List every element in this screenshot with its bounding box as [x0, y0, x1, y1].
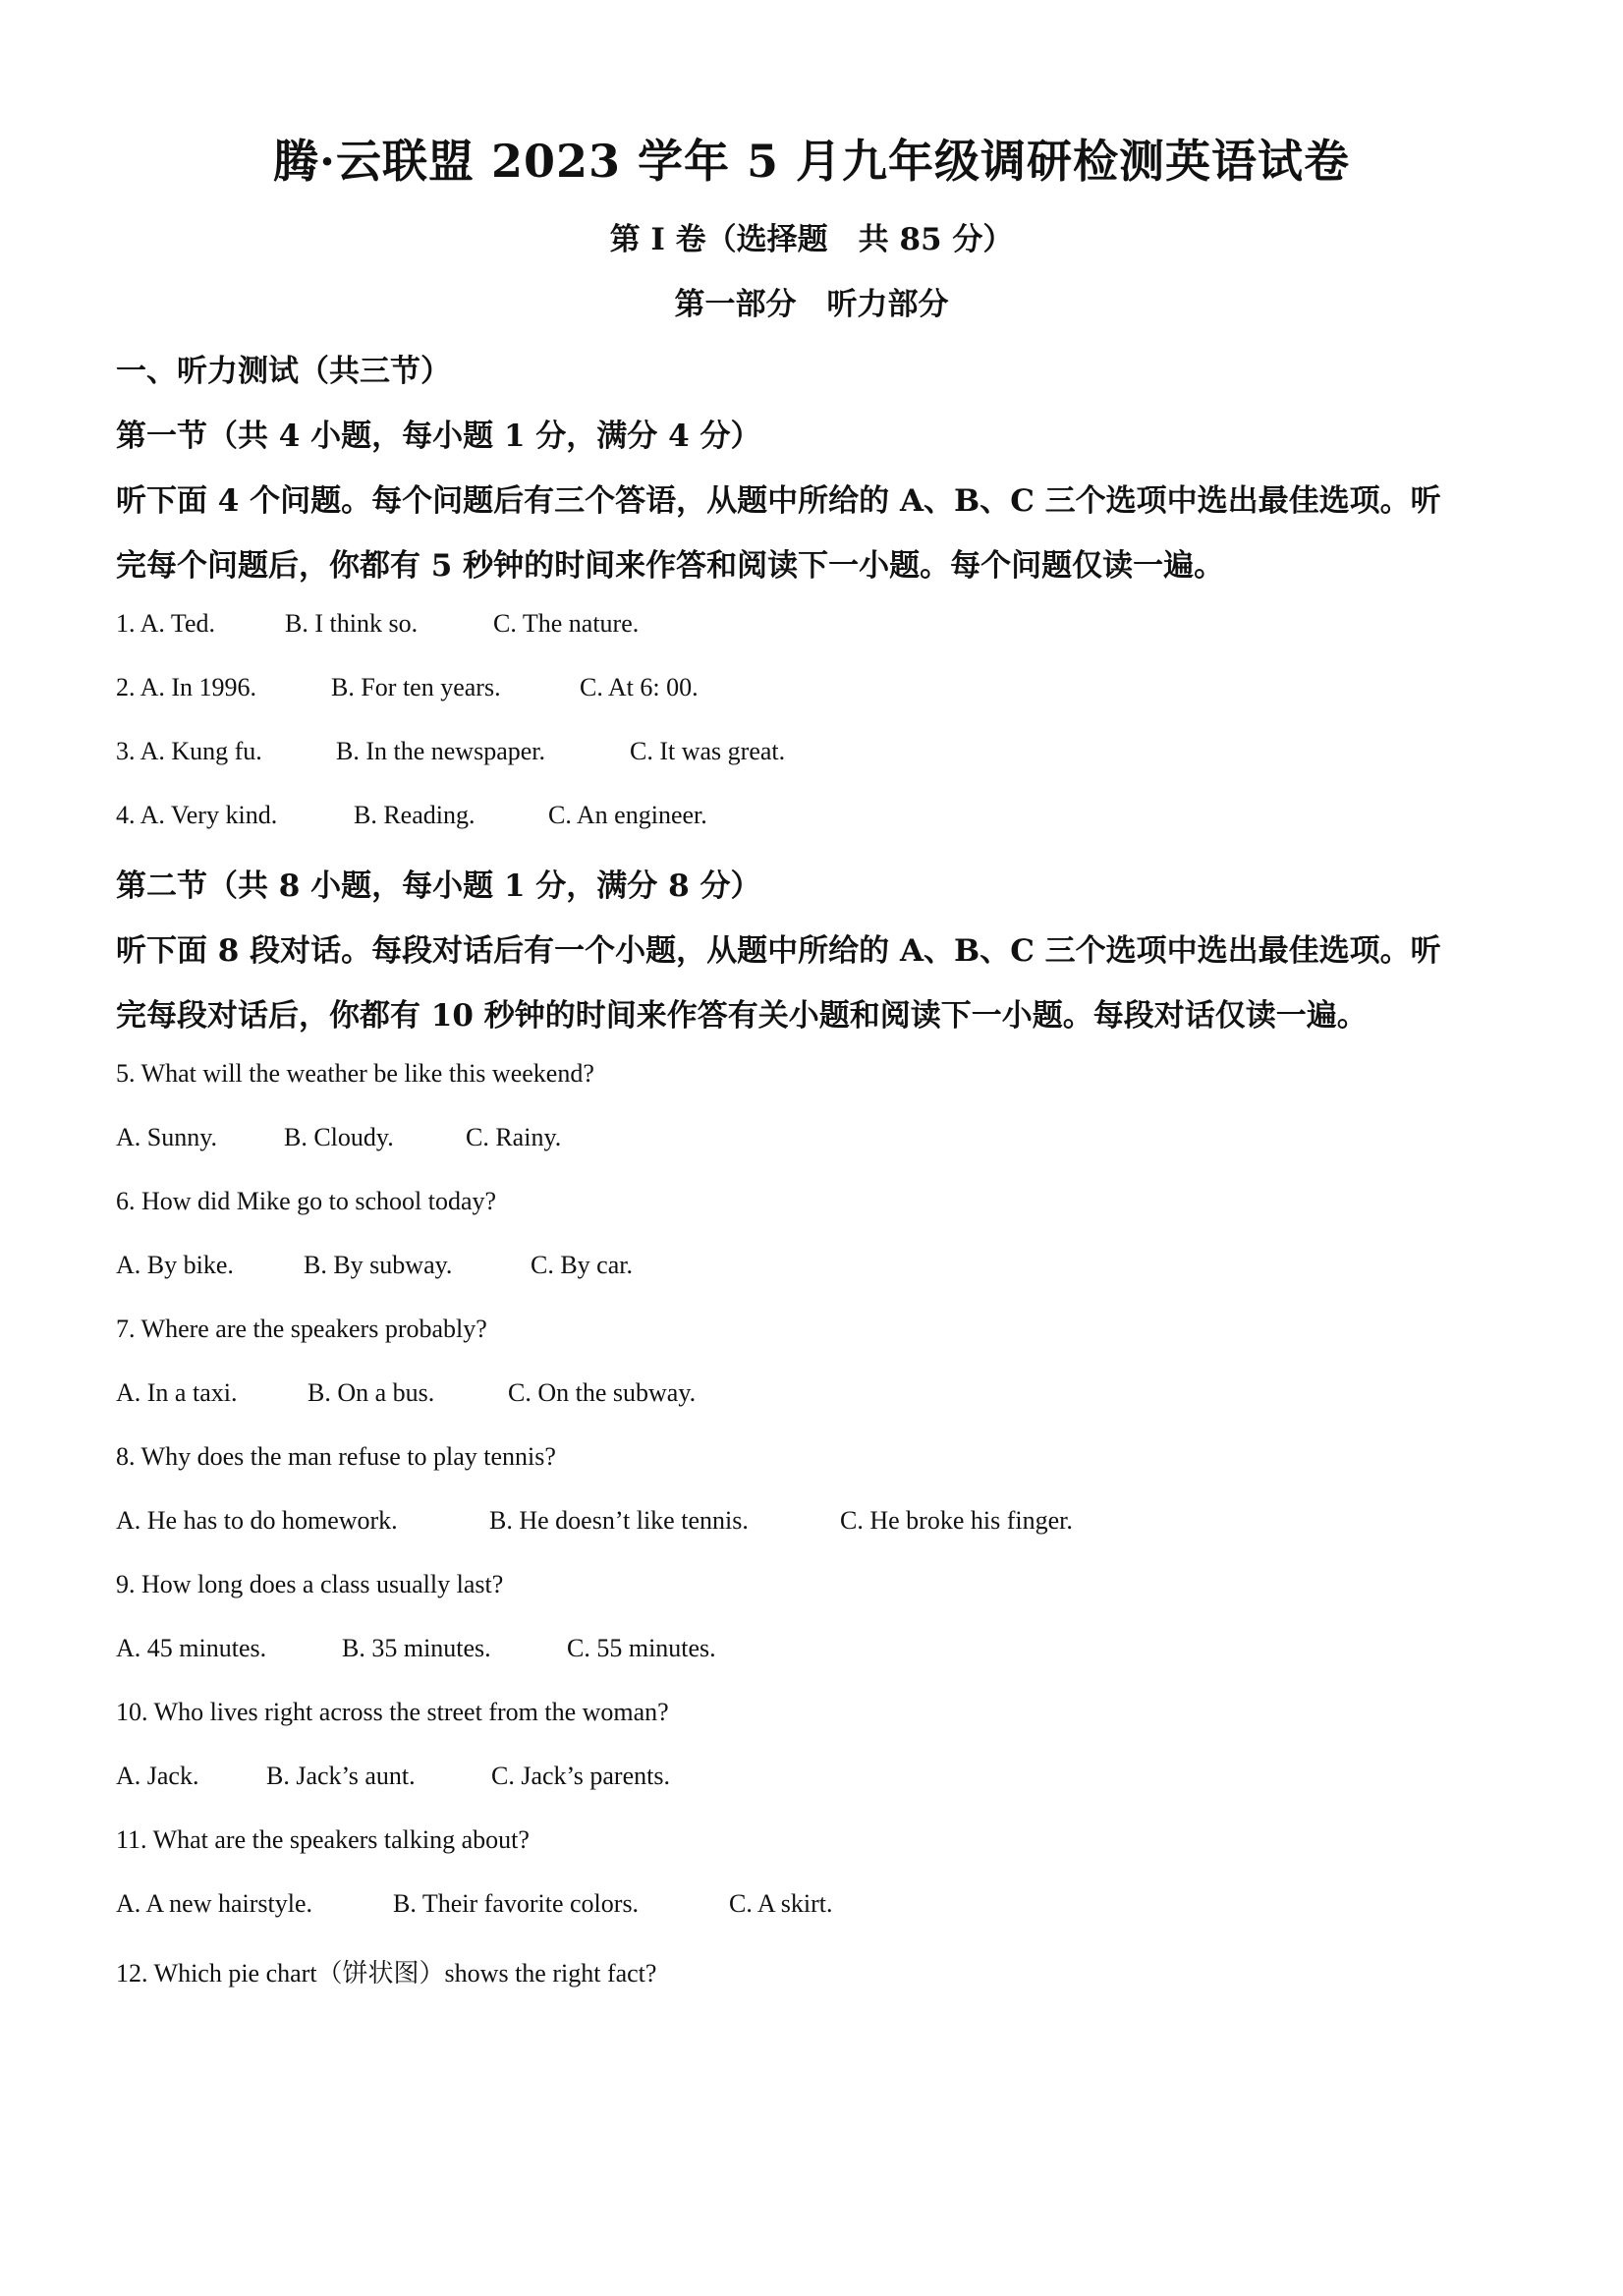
section-heading: 一、听力测试（共三节） — [116, 354, 451, 389]
question-11-option-c: C. A skirt. — [729, 1889, 833, 1918]
question-1 — [116, 609, 639, 639]
question-4-option-a: 4. A. Very kind. — [116, 801, 278, 829]
question-2 — [116, 673, 699, 702]
section1-instructions-line2: 完每个问题后，你都有 5 秒钟的时间来作答和阅读下一小题。每个问题仅读一遍。 — [116, 548, 1225, 584]
question-8-options — [116, 1506, 1073, 1536]
question-9-option-c: C. 55 minutes. — [567, 1634, 716, 1662]
question-6-option-b: B. By subway. — [304, 1251, 453, 1279]
question-8-text: 8. Why does the man refuse to play tennis? — [116, 1442, 556, 1471]
question-5-option-a: A. Sunny. — [116, 1123, 218, 1151]
question-10-options — [116, 1762, 670, 1791]
question-10-text: 10. Who lives right across the street from the woman? — [116, 1698, 669, 1726]
question-10-option-b: B. Jack’s aunt. — [266, 1762, 416, 1790]
question-5-option-c: C. Rainy. — [466, 1123, 562, 1151]
question-3-option-c: C. It was great. — [630, 737, 786, 765]
question-11-option-b: B. Their favorite colors. — [393, 1889, 640, 1918]
question-3 — [116, 737, 785, 766]
question-1-option-a: 1. A. Ted. — [116, 609, 215, 638]
question-2-option-b: B. For ten years. — [331, 673, 501, 701]
question-11-text: 11. What are the speakers talking about? — [116, 1825, 530, 1854]
question-6-option-a: A. By bike. — [116, 1251, 234, 1279]
section1-instructions-line1: 听下面 4 个问题。每个问题后有三个答语，从题中所给的 A、B、C 三个选项中选出最佳选项。听 — [116, 483, 1441, 519]
question-9-option-a: A. 45 minutes. — [116, 1634, 267, 1662]
question-1-option-c: C. The nature. — [493, 609, 640, 638]
question-6-options — [116, 1251, 633, 1280]
question-8-option-a: A. He has to do homework. — [116, 1506, 398, 1535]
section1-heading: 第一节（共 4 小题，每小题 1 分，满分 4 分） — [116, 419, 761, 454]
question-2-option-a: 2. A. In 1996. — [116, 673, 256, 701]
section2-instructions-line1: 听下面 8 段对话。每段对话后有一个小题，从题中所给的 A、B、C 三个选项中选出最佳选项。听 — [116, 933, 1441, 969]
question-10-option-c: C. Jack’s parents. — [491, 1762, 670, 1790]
question-3-option-b: B. In the newspaper. — [336, 737, 546, 765]
question-8-option-b: B. He doesn’t like tennis. — [489, 1506, 749, 1535]
question-4-option-b: B. Reading. — [354, 801, 476, 829]
question-1-option-b: B. I think so. — [285, 609, 419, 638]
question-7-option-c: C. On the subway. — [508, 1378, 697, 1407]
question-6-text: 6. How did Mike go to school today? — [116, 1187, 497, 1215]
question-11-options — [116, 1889, 832, 1919]
question-9-option-b: B. 35 minutes. — [342, 1634, 491, 1662]
question-8-option-c: C. He broke his finger. — [840, 1506, 1073, 1535]
question-6-option-c: C. By car. — [531, 1251, 633, 1279]
question-2-option-c: C. At 6: 00. — [580, 673, 699, 701]
part-heading: 第一部分 听力部分 — [674, 287, 949, 322]
question-5-option-b: B. Cloudy. — [284, 1123, 394, 1151]
question-4 — [116, 801, 707, 830]
question-9-options — [116, 1634, 716, 1663]
question-3-option-a: 3. A. Kung fu. — [116, 737, 262, 765]
question-7-options — [116, 1378, 696, 1408]
question-11-option-a: A. A new hairstyle. — [116, 1889, 313, 1918]
question-12-text: 12. Which pie chart（饼状图）shows the right fact? — [116, 1959, 657, 1988]
question-7-option-a: A. In a taxi. — [116, 1378, 238, 1407]
question-5-options — [116, 1123, 561, 1152]
question-10-option-a: A. Jack. — [116, 1762, 199, 1790]
question-5-text: 5. What will the weather be like this weekend? — [116, 1059, 594, 1088]
question-7-text: 7. Where are the speakers probably? — [116, 1315, 487, 1343]
question-7-option-b: B. On a bus. — [308, 1378, 435, 1407]
question-4-option-c: C. An engineer. — [548, 801, 707, 829]
exam-title: 腾·云联盟 2023 学年 5 月九年级调研检测英语试卷 — [272, 135, 1351, 188]
volume-subtitle: 第 I 卷（选择题 共 85 分） — [609, 222, 1014, 257]
section2-heading: 第二节（共 8 小题，每小题 1 分，满分 8 分） — [116, 868, 761, 904]
section2-instructions-line2: 完每段对话后，你都有 10 秒钟的时间来作答有关小题和阅读下一小题。每段对话仅读一遍。 — [116, 998, 1368, 1034]
question-9-text: 9. How long does a class usually last? — [116, 1570, 504, 1598]
